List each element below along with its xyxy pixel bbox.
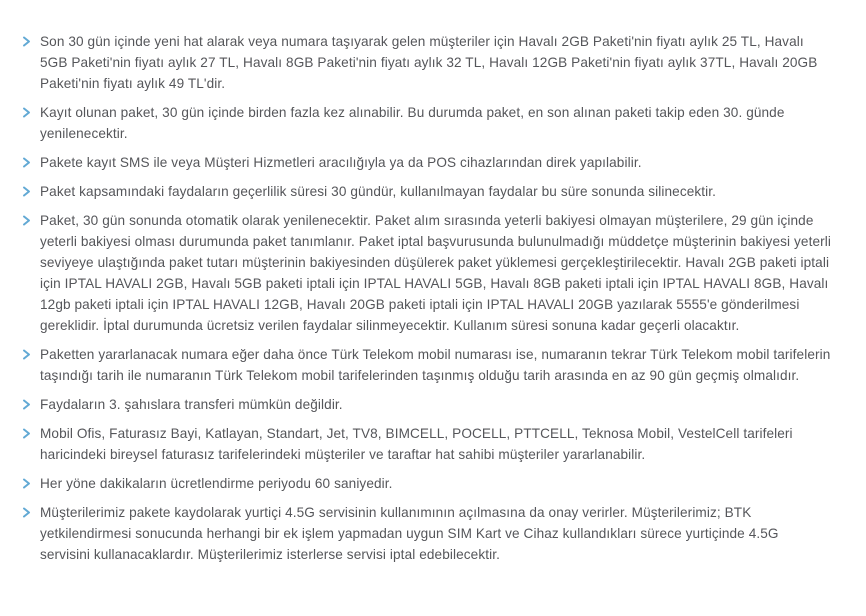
- chevron-right-icon: [22, 399, 33, 410]
- list-item: [22, 210, 832, 336]
- chevron-right-icon: [22, 507, 33, 518]
- term-text: Faydaların 3. şahıslara transferi mümkün değildir.: [40, 397, 343, 412]
- chevron-right-icon: [22, 107, 33, 118]
- list-item: [22, 394, 832, 415]
- list-item: [22, 152, 832, 173]
- chevron-right-icon: [22, 36, 33, 47]
- term-text: Her yöne dakikaların ücretlendirme periyodu 60 saniyedir.: [40, 476, 393, 491]
- list-item: [22, 181, 832, 202]
- list-item: [22, 502, 832, 565]
- term-text: Paketten yararlanacak numara eğer daha önce Türk Telekom mobil numarası ise, numaranın tekrar Türk Telekom mobil tarifelerin taşındığı tarih ile numaranın Türk Telekom mobil tarifelerinden taşınmış olduğu tarih arasında en az 90 gün geçmiş olmalıdır.: [40, 347, 831, 383]
- list-item: [22, 31, 832, 94]
- list-item: [22, 423, 832, 465]
- term-text: Paket, 30 gün sonunda otomatik olarak yenilenecektir. Paket alım sırasında yeterli bakiyesi olmayan müşterilere, 29 gün içinde yeterli bakiyesi olması durumunda paket tanımlanır. Paket iptal başvurusunda bulunulmadığı müddetçe müşterinin bakiyesi yeterli seviyeye ulaştığında paket tutarı müşterinin bakiyesinden düşülerek paket yüklemesi gerçekleştirilecektir. Havalı 2GB paketi iptali için IPTAL HAVALI 2GB, Havalı 5GB paketi iptali için IPTAL HAVALI 5GB, Havalı 8GB paketi iptali için IPTAL HAVALI 8GB, Havalı 12gb paketi iptali için IPTAL HAVALI 12GB, Havalı 20GB paketi iptali için IPTAL HAVALI 20GB yazılarak 5555'e gönderilmesi gereklidir. İptal durumunda ücretsiz verilen faydalar silinmeyecektir. Kullanım süresi sonuna kadar geçerli olacaktır.: [40, 213, 831, 333]
- chevron-right-icon: [22, 186, 33, 197]
- term-text: Kayıt olunan paket, 30 gün içinde birden fazla kez alınabilir. Bu durumda paket, en son alınan paketi takip eden 30. günde yenilenecektir.: [40, 105, 785, 141]
- chevron-right-icon: [22, 215, 33, 226]
- list-item: [22, 102, 832, 144]
- term-text: Müşterilerimiz pakete kaydolarak yurtiçi 4.5G servisinin kullanımının açılmasına da onay verirler. Müşterilerimiz; BTK yetkilendirmesi sonucunda herhangi bir ek işlem yapmadan uygun SIM Kart ve Cihaz kullandıkları sürece yurtiçinde 4.5G servisini kullanacaklardır. Müşterilerimiz isterlerse servisi iptal edebilecektir.: [40, 505, 779, 562]
- list-item: [22, 473, 832, 494]
- term-text: Pakete kayıt SMS ile veya Müşteri Hizmetleri aracılığıyla ya da POS cihazlarından direk yapılabilir.: [40, 155, 642, 170]
- term-text: Paket kapsamındaki faydaların geçerlilik süresi 30 gündür, kullanılmayan faydalar bu süre sonunda silinecektir.: [40, 184, 717, 199]
- list-item: [22, 344, 832, 386]
- chevron-right-icon: [22, 478, 33, 489]
- term-text: Mobil Ofis, Faturasız Bayi, Katlayan, Standart, Jet, TV8, BIMCELL, POCELL, PTTCELL, Teknosa Mobil, VestelCell tarifeleri haricindeki bireysel faturasız tarifelerindeki müşteriler ve taraftar hat sahibi müşteriler yararlanabilir.: [40, 426, 793, 462]
- term-text: Son 30 gün içinde yeni hat alarak veya numara taşıyarak gelen müşteriler için Havalı 2GB Paketi'nin fiyatı aylık 25 TL, Havalı 5GB Paketi'nin fiyatı aylık 27 TL, Havalı 8GB Paketi'nin fiyatı aylık 32 TL, Havalı 12GB Paketi'nin fiyatı aylık 37TL, Havalı 20GB Paketi'nin fiyatı aylık 49 TL'dir.: [40, 34, 818, 91]
- chevron-right-icon: [22, 157, 33, 168]
- chevron-right-icon: [22, 349, 33, 360]
- chevron-right-icon: [22, 428, 33, 439]
